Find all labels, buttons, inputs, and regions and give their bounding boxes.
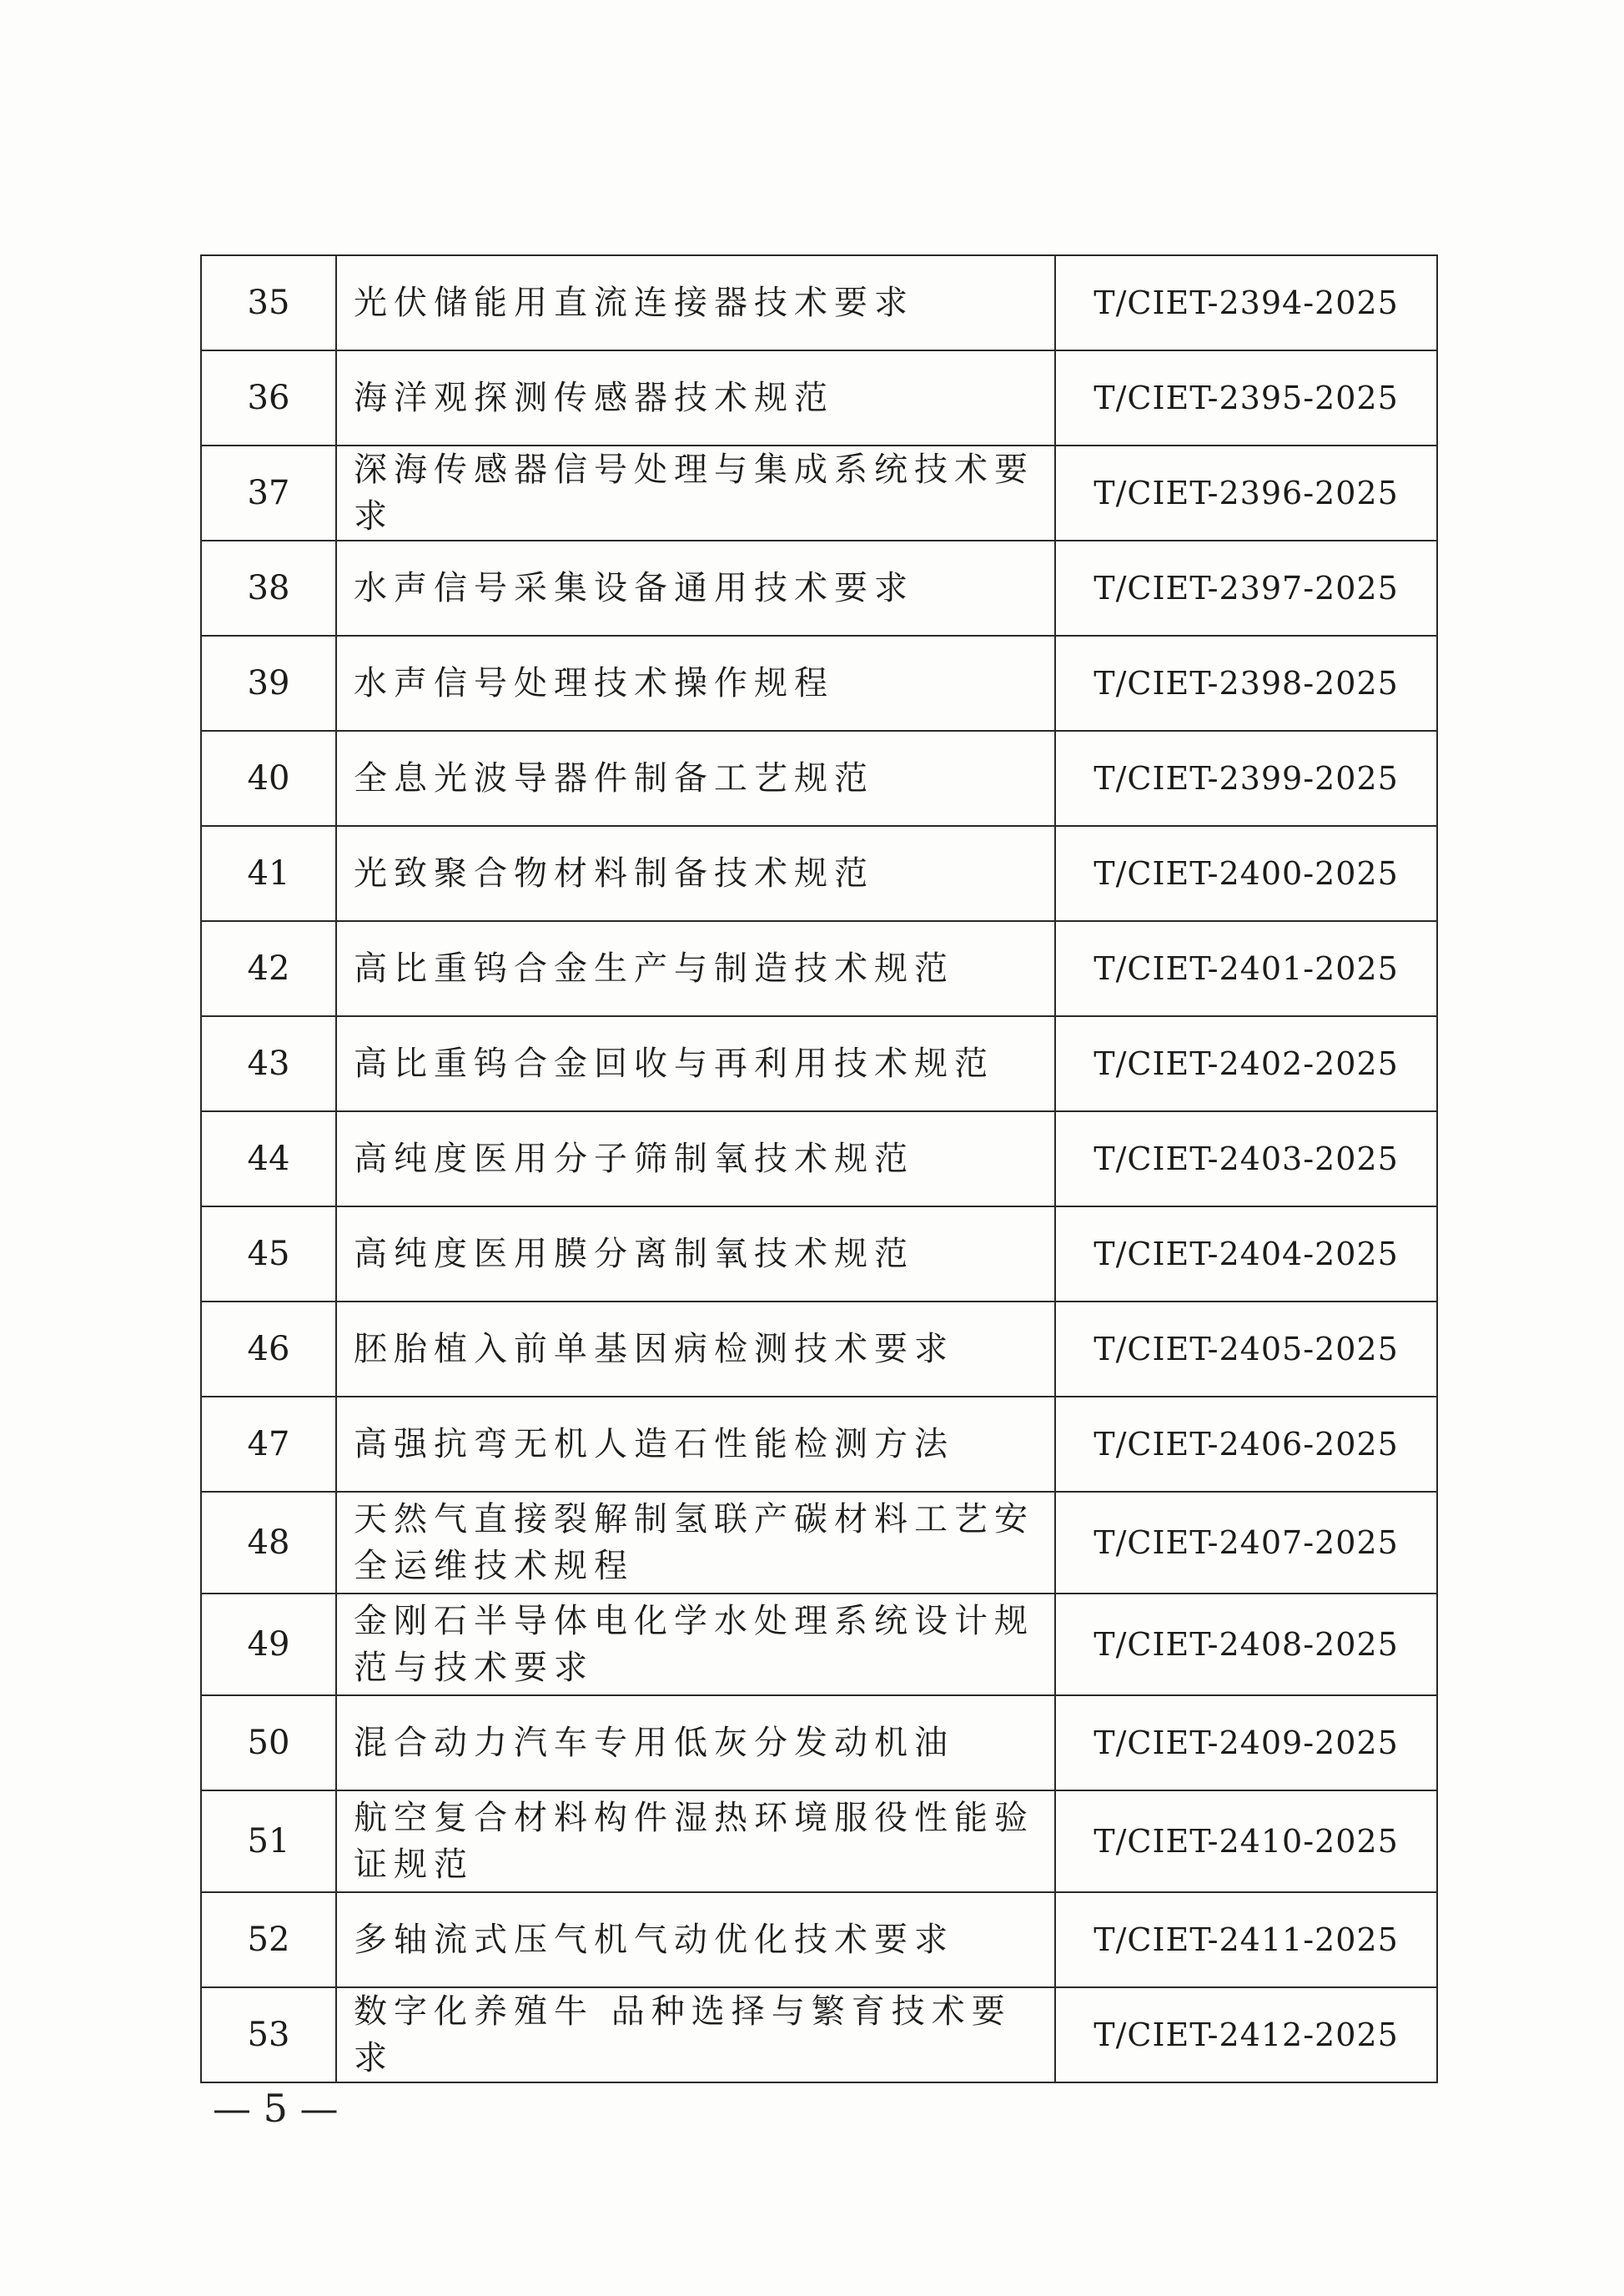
row-number: 47 <box>201 1397 336 1492</box>
row-number: 42 <box>201 921 336 1016</box>
table-row <box>201 636 1437 731</box>
row-number: 45 <box>201 1206 336 1302</box>
standards-table-body <box>201 255 1437 2082</box>
row-number: 43 <box>201 1016 336 1111</box>
standard-code: T/CIET-2410-2025 <box>1055 1790 1437 1892</box>
table-row <box>201 1790 1437 1892</box>
standard-name: 高纯度医用分子筛制氧技术规范 <box>336 1111 1055 1206</box>
standard-code: T/CIET-2408-2025 <box>1055 1594 1437 1695</box>
standards-table <box>200 254 1438 2083</box>
row-number: 35 <box>201 255 336 350</box>
standard-name: 混合动力汽车专用低灰分发动机油 <box>336 1695 1055 1790</box>
page-number: — 5 — <box>213 2086 339 2131</box>
standard-name: 水声信号采集设备通用技术要求 <box>336 541 1055 636</box>
table-row <box>201 1016 1437 1111</box>
standard-name: 航空复合材料构件湿热环境服役性能验证规范 <box>336 1790 1055 1892</box>
row-number: 53 <box>201 1987 336 2082</box>
standard-name: 数字化养殖牛 品种选择与繁育技术要求 <box>336 1987 1055 2082</box>
standard-name: 天然气直接裂解制氢联产碳材料工艺安全运维技术规程 <box>336 1492 1055 1594</box>
standard-name: 水声信号处理技术操作规程 <box>336 636 1055 731</box>
row-number: 52 <box>201 1892 336 1987</box>
table-row <box>201 826 1437 921</box>
standard-code: T/CIET-2406-2025 <box>1055 1397 1437 1492</box>
table-row <box>201 1111 1437 1206</box>
table-row <box>201 1594 1437 1695</box>
standard-code: T/CIET-2412-2025 <box>1055 1987 1437 2082</box>
table-row <box>201 1987 1437 2082</box>
table-row <box>201 446 1437 541</box>
standard-name: 海洋观探测传感器技术规范 <box>336 350 1055 446</box>
standard-name: 光致聚合物材料制备技术规范 <box>336 826 1055 921</box>
standard-code: T/CIET-2398-2025 <box>1055 636 1437 731</box>
row-number: 44 <box>201 1111 336 1206</box>
standard-code: T/CIET-2399-2025 <box>1055 731 1437 826</box>
table-row <box>201 1492 1437 1594</box>
table-row <box>201 350 1437 446</box>
standard-code: T/CIET-2407-2025 <box>1055 1492 1437 1594</box>
standard-code: T/CIET-2395-2025 <box>1055 350 1437 446</box>
standard-name: 高比重钨合金回收与再利用技术规范 <box>336 1016 1055 1111</box>
standard-code: T/CIET-2403-2025 <box>1055 1111 1437 1206</box>
row-number: 39 <box>201 636 336 731</box>
row-number: 51 <box>201 1790 336 1892</box>
table-row <box>201 1397 1437 1492</box>
standard-name: 金刚石半导体电化学水处理系统设计规范与技术要求 <box>336 1594 1055 1695</box>
standard-name: 多轴流式压气机气动优化技术要求 <box>336 1892 1055 1987</box>
standard-code: T/CIET-2405-2025 <box>1055 1302 1437 1397</box>
row-number: 48 <box>201 1492 336 1594</box>
row-number: 41 <box>201 826 336 921</box>
standard-name: 光伏储能用直流连接器技术要求 <box>336 255 1055 350</box>
standard-name: 高比重钨合金生产与制造技术规范 <box>336 921 1055 1016</box>
row-number: 49 <box>201 1594 336 1695</box>
row-number: 50 <box>201 1695 336 1790</box>
standard-code: T/CIET-2404-2025 <box>1055 1206 1437 1302</box>
row-number: 36 <box>201 350 336 446</box>
standard-code: T/CIET-2402-2025 <box>1055 1016 1437 1111</box>
table-row <box>201 1302 1437 1397</box>
row-number: 37 <box>201 446 336 541</box>
standard-code: T/CIET-2396-2025 <box>1055 446 1437 541</box>
standard-name: 深海传感器信号处理与集成系统技术要求 <box>336 446 1055 541</box>
standard-code: T/CIET-2394-2025 <box>1055 255 1437 350</box>
table-row <box>201 731 1437 826</box>
row-number: 46 <box>201 1302 336 1397</box>
table-row <box>201 921 1437 1016</box>
row-number: 38 <box>201 541 336 636</box>
table-row <box>201 1206 1437 1302</box>
standard-code: T/CIET-2411-2025 <box>1055 1892 1437 1987</box>
table-row <box>201 1892 1437 1987</box>
standard-name: 全息光波导器件制备工艺规范 <box>336 731 1055 826</box>
standard-name: 高纯度医用膜分离制氧技术规范 <box>336 1206 1055 1302</box>
standard-name: 胚胎植入前单基因病检测技术要求 <box>336 1302 1055 1397</box>
standard-code: T/CIET-2409-2025 <box>1055 1695 1437 1790</box>
table-row <box>201 255 1437 350</box>
table-row <box>201 541 1437 636</box>
standard-code: T/CIET-2401-2025 <box>1055 921 1437 1016</box>
standard-code: T/CIET-2400-2025 <box>1055 826 1437 921</box>
standard-code: T/CIET-2397-2025 <box>1055 541 1437 636</box>
standard-name: 高强抗弯无机人造石性能检测方法 <box>336 1397 1055 1492</box>
row-number: 40 <box>201 731 336 826</box>
table-row <box>201 1695 1437 1790</box>
